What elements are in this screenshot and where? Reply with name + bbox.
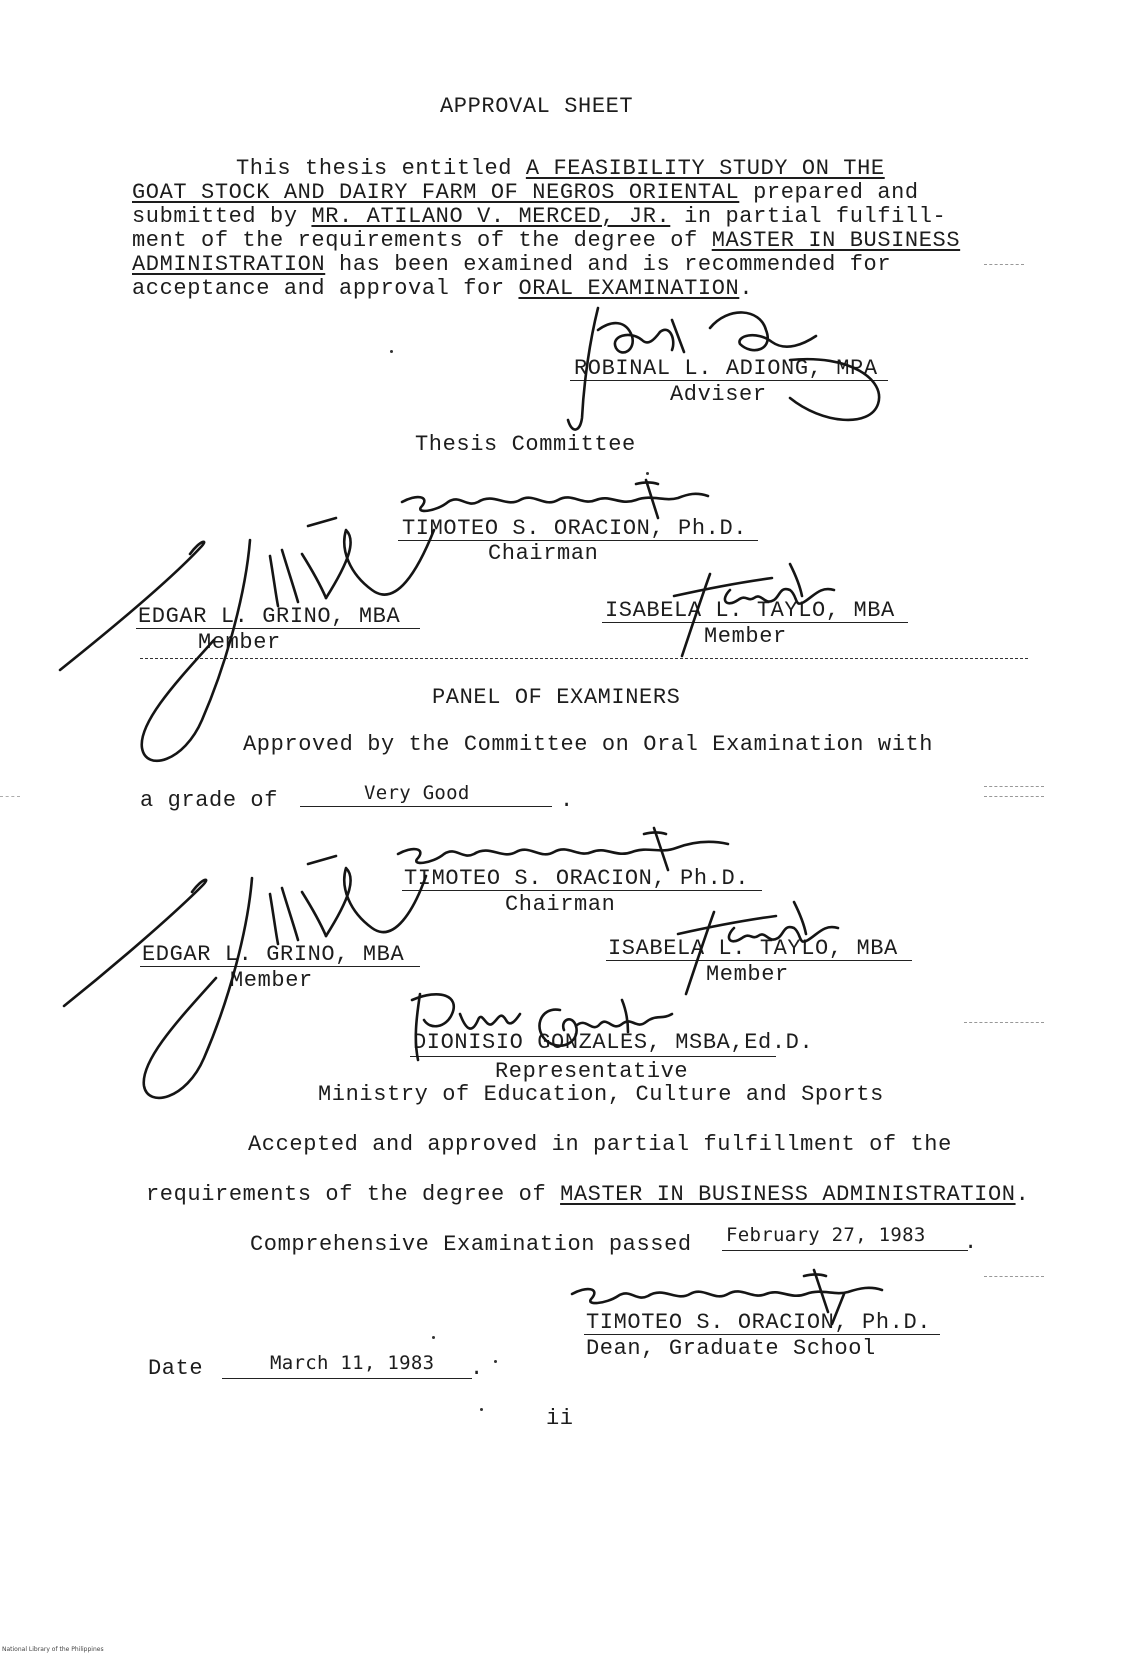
grade-prefix: a grade of	[140, 788, 279, 813]
date-label: Date	[148, 1356, 204, 1381]
scan-footer: National Library of the Philippines	[2, 1646, 104, 1653]
degree-name-part-1: MASTER IN BUSINESS	[711, 228, 961, 253]
acceptance-line-1: Accepted and approved in partial fulfillment of the	[248, 1132, 952, 1157]
scan-speck	[390, 350, 393, 353]
dean-name: TIMOTEO S. ORACION, Ph.D.	[586, 1310, 932, 1335]
adviser-role: Adviser	[670, 382, 767, 407]
scan-noise-mark	[0, 796, 20, 797]
committee-member1-role: Member	[198, 630, 281, 655]
intro-text: acceptance and approval for	[132, 276, 519, 301]
dean-role: Dean, Graduate School	[586, 1336, 876, 1361]
scan-noise-mark	[964, 1022, 1044, 1023]
representative-role: Representative	[495, 1059, 689, 1084]
grade-suffix: .	[560, 788, 574, 813]
intro-text: submitted by	[132, 204, 312, 229]
representative-line	[410, 1056, 776, 1057]
intro-text: prepared and	[739, 180, 919, 205]
intro-line-5	[132, 254, 891, 276]
intro-line-4	[132, 230, 960, 252]
thesis-title-part-2: GOAT STOCK AND DAIRY FARM OF NEGROS ORIENTAL	[132, 180, 740, 205]
intro-text: This thesis entitled	[236, 156, 526, 181]
comprehensive-exam-date-line	[722, 1250, 968, 1251]
scan-speck	[646, 472, 649, 475]
adviser-name: ROBINAL L. ADIONG, MPA	[574, 356, 878, 381]
intro-text: has been examined and is recommended for	[325, 252, 892, 277]
scan-noise-mark	[984, 264, 1024, 265]
acceptance-degree: MASTER IN BUSINESS ADMINISTRATION	[560, 1182, 1016, 1207]
panel-heading: PANEL OF EXAMINERS	[432, 685, 681, 710]
panel-chair-role: Chairman	[505, 892, 616, 917]
panel-member1-role: Member	[230, 968, 313, 993]
comprehensive-exam-date: February 27, 1983	[726, 1224, 926, 1246]
document-title: APPROVAL SHEET	[440, 94, 634, 119]
scan-speck	[494, 1360, 497, 1363]
scan-speck	[480, 1408, 483, 1411]
comprehensive-exam-label: Comprehensive Examination passed	[250, 1232, 692, 1257]
acceptance-text: requirements of the degree of	[146, 1182, 561, 1207]
section-divider	[140, 658, 1028, 659]
committee-heading: Thesis Committee	[415, 432, 636, 457]
scan-speck	[432, 1336, 435, 1339]
committee-member2-role: Member	[704, 624, 787, 649]
intro-line-2	[132, 182, 919, 204]
committee-chair-name: TIMOTEO S. ORACION, Ph.D.	[402, 516, 748, 541]
representative-organization: Ministry of Education, Culture and Sports	[318, 1082, 884, 1107]
degree-name-part-2: ADMINISTRATION	[132, 252, 326, 277]
thesis-title-part-1: A FEASIBILITY STUDY ON THE	[525, 156, 885, 181]
student-name: MR. ATILANO V. MERCED, JR.	[311, 204, 671, 229]
comprehensive-exam-suffix: .	[964, 1230, 978, 1255]
intro-line-6	[132, 278, 753, 300]
page-number: ii	[546, 1406, 574, 1431]
exam-type: ORAL EXAMINATION	[518, 276, 740, 301]
intro-text: in partial fulfill-	[670, 204, 947, 229]
date-value: March 11, 1983	[270, 1352, 435, 1374]
committee-chair-role: Chairman	[488, 541, 599, 566]
panel-approved-line: Approved by the Committee on Oral Examination with	[243, 732, 934, 757]
intro-text: ment of the requirements of the degree of	[132, 228, 712, 253]
committee-member2-name: ISABELA L. TAYLO, MBA	[605, 598, 895, 623]
date-line	[222, 1378, 472, 1379]
panel-member2-role: Member	[706, 962, 789, 987]
representative-name: DIONISIO GONZALES, MSBA,Ed.D.	[413, 1030, 814, 1055]
committee-member1-name: EDGAR L. GRINO, MBA	[138, 604, 401, 629]
intro-text: .	[739, 276, 754, 301]
panel-chair-name: TIMOTEO S. ORACION, Ph.D.	[404, 866, 750, 891]
panel-member2-name: ISABELA L. TAYLO, MBA	[608, 936, 898, 961]
grade-value: Very Good	[364, 782, 470, 804]
panel-member1-name: EDGAR L. GRINO, MBA	[142, 942, 405, 967]
scan-noise-mark	[984, 786, 1044, 787]
scan-noise-mark	[984, 796, 1044, 797]
intro-line-3	[132, 206, 946, 228]
acceptance-text: .	[1015, 1182, 1030, 1207]
date-suffix: .	[470, 1356, 484, 1381]
grade-blank-line	[300, 806, 552, 807]
scan-noise-mark	[984, 1276, 1044, 1277]
acceptance-line-2	[146, 1184, 1029, 1206]
intro-line-1	[236, 158, 885, 180]
